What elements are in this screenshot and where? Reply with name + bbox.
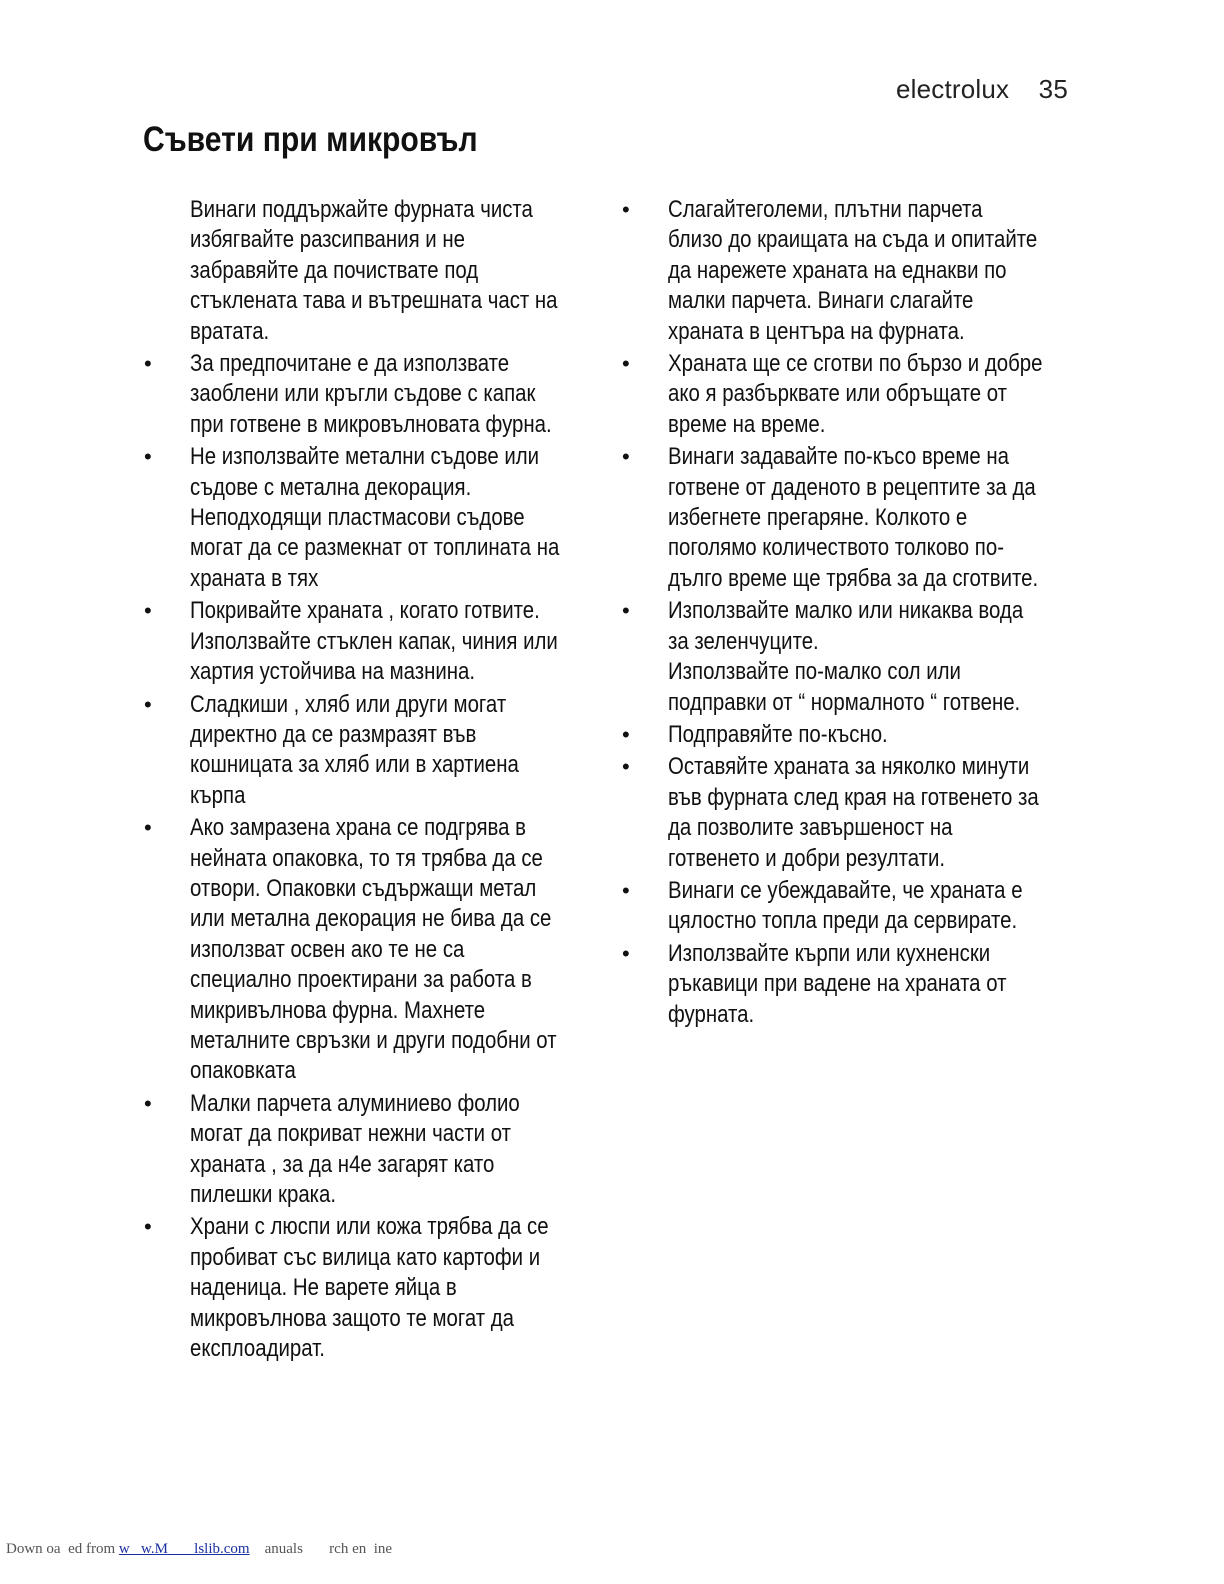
bullet-icon: • <box>144 598 152 624</box>
list-item <box>621 195 1161 347</box>
list-item-text: Не използвайте метални съдове или съдове с метална декорация. Неподходящи пластмасови съдове могат да се размекнат от топлината на храната в тях <box>190 443 560 592</box>
list-item <box>621 349 1161 440</box>
list-item-text: Малки парчета алуминиево фолио могат да покриват нежни части от храната , за да н4е загарят като пилешки крака. <box>190 1089 520 1208</box>
bullet-icon: • <box>144 691 152 717</box>
list-item-text: Слагайтеголеми, плътни парчета близо до краищата на съда и опитайте да нарежете храната на еднакви по малки парчета. Винаги слагайте храната в центъра на фурната. <box>668 196 1038 345</box>
bullet-icon: • <box>144 351 152 377</box>
list-item <box>143 195 683 347</box>
list-item-text: Винаги задавайте по-късо време на готвене от даденото в рецептите за да избегнете прегаряне. Колкото е поголямо количеството толково по- дълго време ще трябва за да сготвите. <box>668 443 1039 592</box>
list-item <box>143 1212 683 1364</box>
footer-prefix: Down oa ed from <box>6 1541 119 1557</box>
page-header <box>896 74 1068 105</box>
list-item <box>143 690 683 812</box>
list-item <box>143 1089 683 1211</box>
bullet-icon: • <box>622 598 630 624</box>
list-item-text: Сладкиши , хляб или други могат директно да се размразят във кошницата за хляб или в хартиена кърпа <box>190 690 519 809</box>
list-item-text: Ако замразена храна се подгрява в нейната опаковка, то тя трябва да се отвори. Опаковки съдържащи метал или метална декорация не бива да се използват освен ако те не са специално проектирани за работа в микривълнова фурна. Махнете металните свръзки и други подобни от опаковката <box>190 814 557 1085</box>
right-column <box>621 195 1161 1032</box>
list-item <box>621 596 1161 718</box>
bullet-icon: • <box>144 815 152 841</box>
list-item <box>621 876 1161 937</box>
bullet-icon: • <box>622 197 630 222</box>
page-title: Съвети при микровъл <box>143 120 478 159</box>
list-item-text: Храни с люспи или кожа трябва да се пробиват със вилица като картофи и наденица. Не варете яйца в микровълнова защото те могат да експлоадират. <box>190 1213 549 1363</box>
list-item-text: За предпочитане е да използвате заоблени или кръгли съдове с капак при готвене в микровълновата фурна. <box>190 350 552 438</box>
bullet-icon: • <box>622 754 630 780</box>
page-number: 35 <box>1038 74 1068 104</box>
footer-link[interactable]: w w.M lslib.com <box>118 1541 250 1557</box>
list-item <box>143 813 683 1087</box>
list-item-text: Използвайте малко или никаква вода за зеленчуците. Използвайте по-малко сол или подправки от “ нормалното “ готвене. <box>668 597 1024 716</box>
bullet-icon: • <box>622 444 630 470</box>
list-item <box>621 720 1161 750</box>
left-column <box>143 195 683 1366</box>
list-item-text: Използвайте кърпи или кухненски ръкавици при вадене на храната от фурната. <box>668 939 1007 1028</box>
bullet-icon: • <box>622 721 630 747</box>
list-item <box>143 442 683 594</box>
list-item-text: Винаги поддържайте фурната чиста избягвайте разсипвания и не забравяйте да почиствате под стъклената тава и вътрешната част на вратата. <box>190 196 558 345</box>
list-item <box>621 752 1161 874</box>
list-item-text: Храната ще се сготви по бързо и добре ако я разбърквате или обръщате от време на време. <box>668 350 1043 438</box>
bullet-icon: • <box>144 1090 152 1116</box>
bullet-icon: • <box>622 940 630 966</box>
footer-suffix: anuals rch en ine <box>249 1541 393 1557</box>
list-item-text: Оставяйте храната за няколко минути във фурната след края на готвенето за да позволите завършеност на готвенето и добри резултати. <box>668 753 1039 872</box>
list-item-text: Покривайте храната , когато готвите. Използвайте стъклен капак, чиния или хартия устойчива на мазнина. <box>190 597 558 686</box>
brand-name: electrolux <box>895 74 1010 104</box>
list-item <box>143 596 683 687</box>
bullet-icon: • <box>622 351 630 377</box>
list-item <box>621 939 1161 1030</box>
download-footer <box>6 1541 392 1558</box>
bullet-icon: • <box>144 1214 152 1240</box>
bullet-icon: • <box>144 444 152 470</box>
list-item-text: Подправяйте по-късно. <box>668 720 888 748</box>
list-item-text: Винаги се убеждавайте, че храната е цялостно топла преди да сервирате. <box>668 876 1023 935</box>
bullet-icon: • <box>622 877 630 903</box>
list-item <box>621 442 1161 594</box>
list-item <box>143 349 683 440</box>
